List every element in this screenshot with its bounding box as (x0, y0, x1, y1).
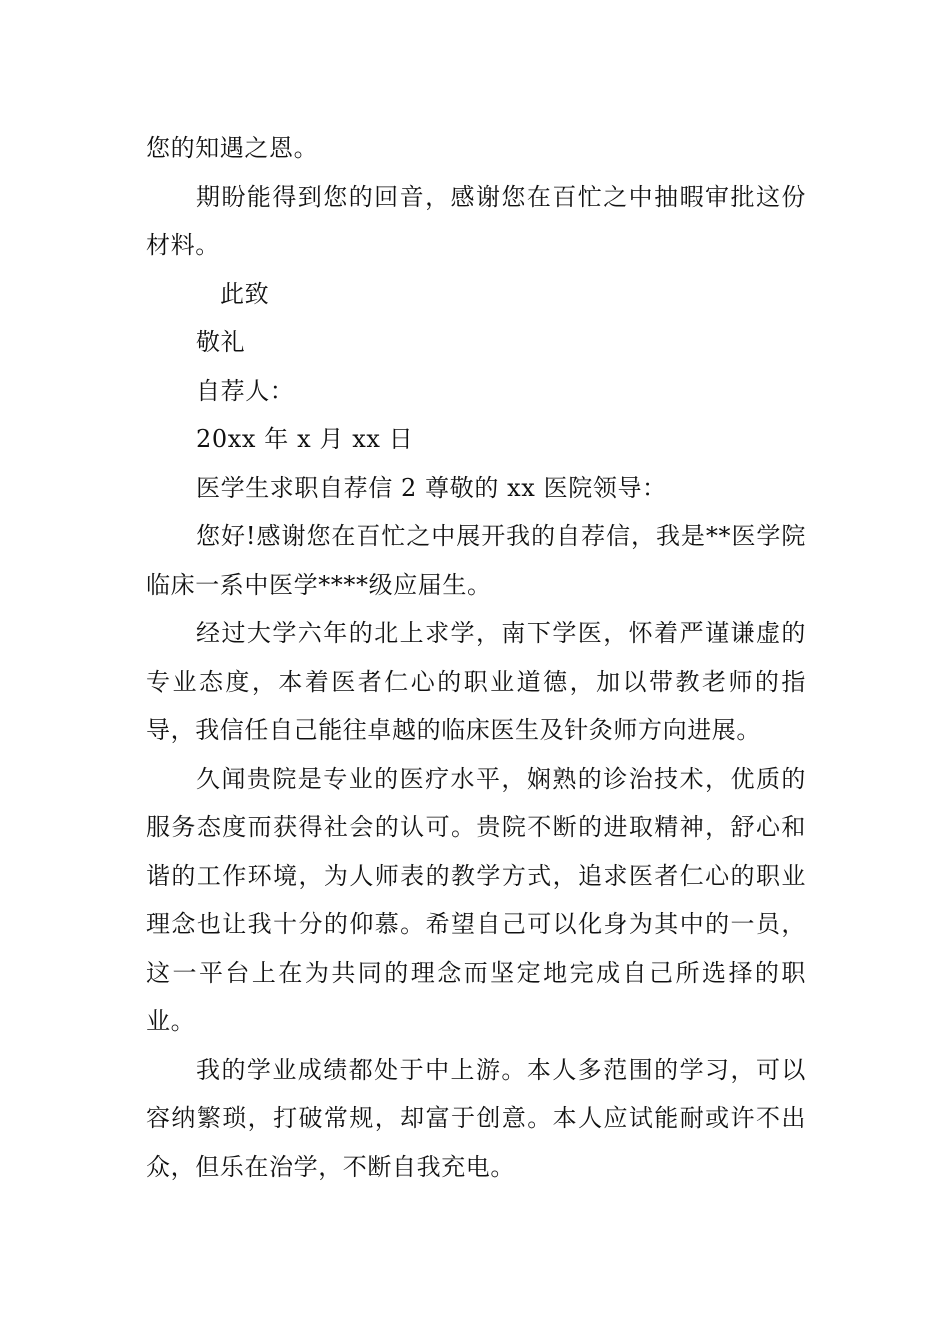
paragraph-closing-gratitude: 您的知遇之恩。 (146, 134, 319, 162)
letter-2-heading: 医学生求职自荐信 2 尊敬的 xx 医院领导： (196, 473, 667, 502)
salutation-jingli: 敬礼 (196, 328, 246, 356)
paragraph-hospital-admiration: 久闻贵院是专业的医疗水平，娴熟的诊治技术，优质的服务态度而获得社会的认可。贵院不断的进取精神，舒心和谐的工作环境，为人师表的教学方式，追求医者仁心的职业理念也让我十分的仰慕。希望自己可以化身为其中的一员，这一平台上在为共同的理念而坚定地完成自己所选择的职业。 (146, 764, 806, 1035)
paragraph-study-background: 经过大学六年的北上求学，南下学医，怀着严谨谦虚的专业态度，本着医者仁心的职业道德，加以带教老师的指导，我信任自己能往卓越的临床医生及针灸师方向进展。 (146, 619, 806, 744)
paragraph-greeting: 您好!感谢您在百忙之中展开我的自荐信，我是**医学院临床一系中医学****级应届生。 (146, 522, 806, 599)
document-body (146, 124, 806, 1191)
signature-label: 自荐人： (196, 376, 295, 405)
date-line: 20xx 年 x 月 xx 日 (196, 425, 414, 453)
salutation-cizhi: 此致 (220, 279, 270, 308)
paragraph-academic-performance: 我的学业成绩都处于中上游。本人多范围的学习，可以容纳繁琐，打破常规，却富于创意。本人应试能耐或许不出众，但乐在治学，不断自我充电。 (146, 1055, 806, 1181)
paragraph-hope-reply: 期盼能得到您的回音，感谢您在百忙之中抽暇审批这份材料。 (146, 182, 806, 259)
